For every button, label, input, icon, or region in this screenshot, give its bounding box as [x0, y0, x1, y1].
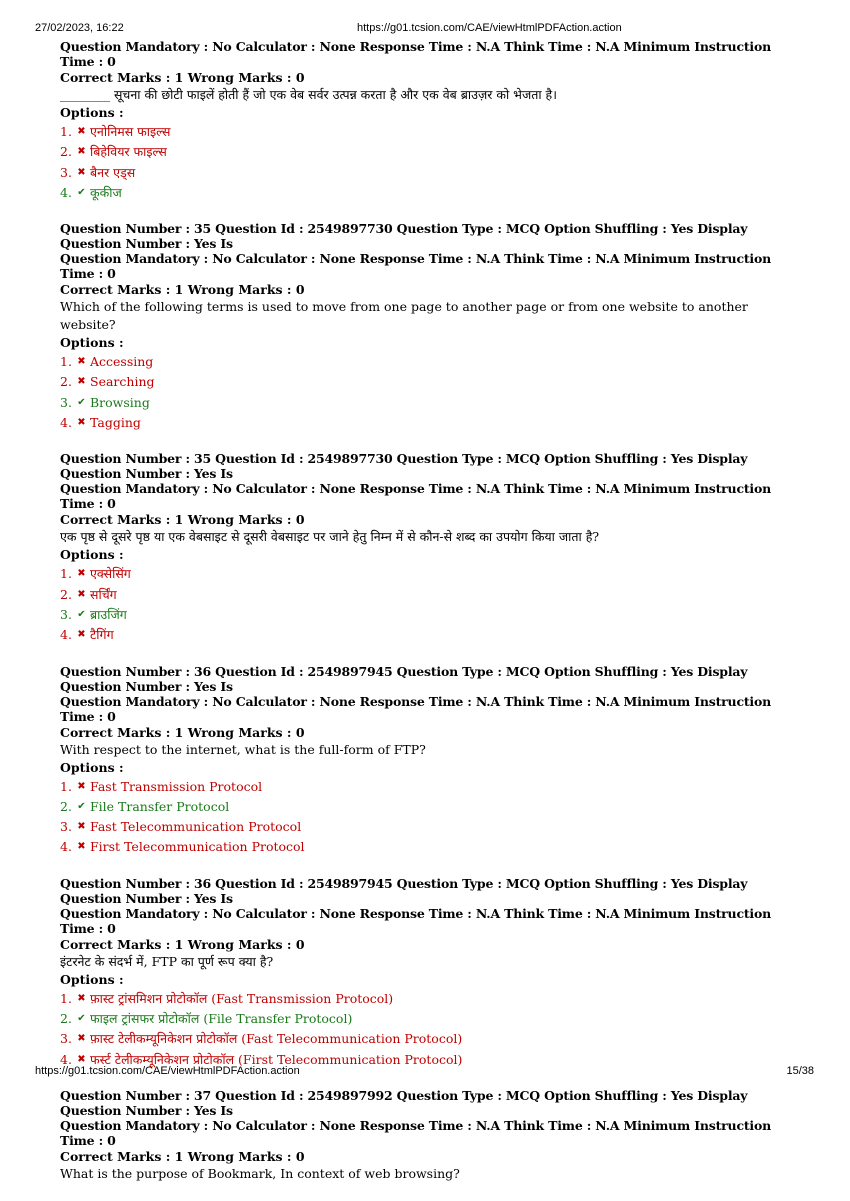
question-text: ________ सूचना की छोटी फाइलें होती हैं जो एक वेब सर्वर उत्पन्न करता है और एक वेब ब्राउज़र को भेजता है। [60, 87, 557, 102]
question-meta-line: Question Mandatory : No Calculator : None Response Time : N.A Think Time : N.A Minimum Instruction Time : 0 [60, 39, 772, 69]
option-number: 3. [60, 394, 72, 410]
question-marks: Correct Marks : 1 Wrong Marks : 0 [60, 282, 305, 298]
question-meta-line: Question Number : 37 Question Id : 2549897992 Question Type : MCQ Option Shuffling : Yes Display Question Number : Yes Is [60, 1087, 748, 1118]
option-number: 3. [60, 819, 72, 835]
options-list [60, 352, 795, 433]
option-text: कूकीज [90, 184, 122, 200]
cross-icon: ✖ [77, 629, 86, 641]
question-meta-line: Question Number : 35 Question Id : 2549897730 Question Type : MCQ Option Shuffling : Yes Display Question Number : Yes Is [60, 221, 748, 252]
option-incorrect [60, 1029, 795, 1049]
options-list [60, 989, 795, 1070]
print-footer-url: https://g01.tcsion.com/CAE/viewHtmlPDFAction.action [35, 1065, 300, 1077]
option-incorrect [60, 122, 795, 142]
option-number: 4. [60, 839, 72, 855]
cross-icon: ✖ [77, 780, 86, 792]
option-incorrect [60, 625, 795, 645]
option-incorrect [60, 837, 795, 857]
option-number: 3. [60, 1031, 72, 1047]
question-block [60, 39, 795, 203]
question-block [60, 1088, 795, 1183]
cross-icon: ✖ [77, 376, 86, 388]
check-icon: ✔ [77, 186, 86, 198]
option-number: 4. [60, 184, 72, 200]
question-meta-line: Question Mandatory : No Calculator : None Response Time : N.A Think Time : N.A Minimum Instruction Time : 0 [60, 481, 772, 512]
question-meta-line: Question Number : 35 Question Id : 2549897730 Question Type : MCQ Option Shuffling : Yes Display Question Number : Yes Is [60, 451, 748, 482]
question-meta-line: Question Number : 36 Question Id : 2549897945 Question Type : MCQ Option Shuffling : Yes Display Question Number : Yes Is [60, 875, 748, 906]
option-text: फ़ास्ट टेलीकम्यूनिकेशन प्रोटोकॉल (Fast Telecommunication Protocol) [90, 1031, 463, 1047]
option-incorrect [60, 413, 795, 433]
option-text: Searching [90, 374, 155, 390]
question-marks: Correct Marks : 1 Wrong Marks : 0 [60, 512, 305, 528]
question-meta-line: Question Mandatory : No Calculator : None Response Time : N.A Think Time : N.A Minimum Instruction Time : 0 [60, 251, 772, 282]
cross-icon: ✖ [77, 841, 86, 853]
option-correct [60, 393, 795, 413]
question-marks: Correct Marks : 1 Wrong Marks : 0 [60, 724, 305, 740]
page-number: 15/38 [786, 1065, 814, 1077]
option-incorrect [60, 352, 795, 372]
option-text: फर्स्ट टेलीकम्यूनिकेशन प्रोटोकॉल (First Telecommunication Protocol) [90, 1051, 463, 1067]
question-meta-line: Question Number : 36 Question Id : 2549897945 Question Type : MCQ Option Shuffling : Yes Display Question Number : Yes Is [60, 663, 748, 694]
option-text: Accessing [90, 354, 154, 370]
option-incorrect [60, 142, 795, 162]
option-text: First Telecommunication Protocol [90, 839, 305, 855]
cross-icon: ✖ [77, 821, 86, 833]
option-incorrect [60, 163, 795, 183]
option-text: File Transfer Protocol [90, 798, 230, 814]
cross-icon: ✖ [77, 1053, 86, 1065]
print-footer [0, 1065, 850, 1079]
print-header [0, 22, 850, 36]
option-text: Fast Transmission Protocol [90, 778, 263, 794]
cross-icon: ✖ [77, 588, 86, 600]
option-text: ब्राउजिंग [90, 606, 127, 622]
option-incorrect [60, 564, 795, 584]
option-text: Tagging [90, 415, 141, 431]
question-meta-line: Question Mandatory : No Calculator : None Response Time : N.A Think Time : N.A Minimum Instruction Time : 0 [60, 905, 772, 936]
print-header-url: https://g01.tcsion.com/CAE/viewHtmlPDFAction.action [357, 22, 622, 34]
option-number: 2. [60, 586, 72, 602]
option-incorrect [60, 777, 795, 797]
question-marks: Correct Marks : 1 Wrong Marks : 0 [60, 70, 305, 85]
option-incorrect [60, 372, 795, 392]
option-text: सर्चिंग [90, 586, 117, 602]
question-marks: Correct Marks : 1 Wrong Marks : 0 [60, 1148, 305, 1164]
option-incorrect [60, 817, 795, 837]
question-block [60, 664, 795, 858]
options-label: Options : [60, 547, 124, 563]
option-text: Browsing [90, 394, 150, 410]
option-number: 4. [60, 627, 72, 643]
check-icon: ✔ [77, 396, 86, 408]
question-text: With respect to the internet, what is the full-form of FTP? [60, 741, 426, 757]
question-block [60, 221, 795, 433]
question-text: Which of the following terms is used to move from one page to another page or from one website to another website? [60, 299, 748, 333]
question-text: एक पृष्ठ से दूसरे पृष्ठ या एक वेबसाइट से दूसरी वेबसाइट पर जाने हेतु निम्न में से कौन-से शब्द का उपयोग किया जाता है? [60, 529, 600, 545]
question-marks: Correct Marks : 1 Wrong Marks : 0 [60, 936, 305, 952]
option-text: टैगिंग [90, 627, 114, 643]
option-number: 3. [60, 164, 72, 180]
cross-icon: ✖ [77, 417, 86, 429]
options-list [60, 777, 795, 858]
options-label: Options : [60, 335, 124, 351]
print-datetime: 27/02/2023, 16:22 [35, 22, 124, 34]
options-label: Options : [60, 759, 124, 775]
cross-icon: ✖ [77, 356, 86, 368]
option-text: बिहेवियर फाइल्स [90, 144, 167, 160]
check-icon: ✔ [77, 608, 86, 620]
cross-icon: ✖ [77, 1033, 86, 1045]
question-meta-line: Question Mandatory : No Calculator : None Response Time : N.A Think Time : N.A Minimum Instruction Time : 0 [60, 1117, 772, 1148]
option-number: 2. [60, 798, 72, 814]
question-meta-line: Question Mandatory : No Calculator : None Response Time : N.A Think Time : N.A Minimum Instruction Time : 0 [60, 693, 772, 724]
question-text: What is the purpose of Bookmark, In context of web browsing? [60, 1165, 460, 1181]
option-number: 1. [60, 566, 72, 582]
option-text: एक्सेसिंग [90, 566, 131, 582]
cross-icon: ✖ [77, 166, 86, 178]
option-text: एनोनिमस फाइल्स [90, 124, 171, 139]
option-incorrect [60, 585, 795, 605]
check-icon: ✔ [77, 1013, 86, 1025]
option-text: बैनर एड्स [90, 164, 136, 180]
question-block [60, 876, 795, 1070]
options-list [60, 564, 795, 645]
option-number: 1. [60, 124, 72, 139]
option-number: 2. [60, 374, 72, 390]
option-number: 1. [60, 354, 72, 370]
option-correct [60, 797, 795, 817]
cross-icon: ✖ [77, 568, 86, 580]
option-number: 4. [60, 415, 72, 431]
options-label: Options : [60, 971, 124, 987]
options-label: Options : [60, 105, 124, 120]
option-incorrect [60, 989, 795, 1009]
option-correct [60, 605, 795, 625]
option-correct [60, 183, 795, 203]
option-number: 1. [60, 778, 72, 794]
cross-icon: ✖ [77, 992, 86, 1004]
option-number: 4. [60, 1051, 72, 1067]
option-number: 1. [60, 990, 72, 1006]
option-text: फाइल ट्रांसफर प्रोटोकॉल (File Transfer Protocol) [90, 1011, 353, 1027]
question-list [60, 39, 795, 1201]
option-correct [60, 1009, 795, 1029]
question-block [60, 451, 795, 645]
cross-icon: ✖ [77, 126, 86, 137]
option-text: Fast Telecommunication Protocol [90, 819, 302, 835]
cross-icon: ✖ [77, 146, 86, 158]
options-list [60, 122, 795, 203]
question-text: इंटरनेट के संदर्भ में, FTP का पूर्ण रूप क्या है? [60, 953, 274, 969]
option-number: 2. [60, 1011, 72, 1027]
option-number: 3. [60, 606, 72, 622]
check-icon: ✔ [77, 800, 86, 812]
option-text: फ़ास्ट ट्रांसमिशन प्रोटोकॉल (Fast Transmission Protocol) [90, 990, 394, 1006]
option-number: 2. [60, 144, 72, 160]
